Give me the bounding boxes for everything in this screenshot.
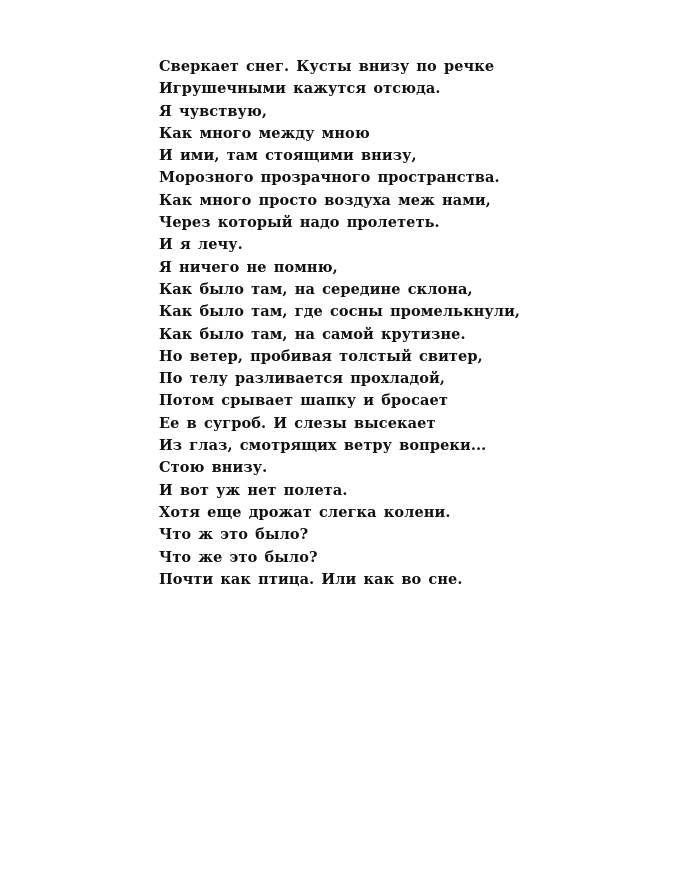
poem-line: Я чувствую,	[159, 102, 267, 120]
poem-line: Как много просто воздуха меж нами,	[159, 191, 491, 209]
poem-line: Что же это было?	[159, 548, 318, 566]
poem-line: Что ж это было?	[159, 526, 309, 544]
poem-line: Через который надо пролететь.	[159, 214, 440, 232]
poem-line: Сверкает снег. Кусты внизу по речке	[159, 58, 495, 75]
poem-line: Из глаз, смотрящих ветру вопреки...	[159, 437, 487, 455]
poem-line: Как было там, на самой крутизне.	[159, 325, 466, 343]
poem-line: Но ветер, пробивая толстый свитер,	[159, 347, 483, 365]
poem-line: Как много между мною	[159, 124, 370, 142]
poem-line: Игрушечными кажутся отсюда.	[159, 80, 441, 98]
poem-line: И ими, там стоящими внизу,	[159, 147, 417, 165]
poem-line: Я ничего не помню,	[159, 258, 338, 276]
poem-text	[159, 56, 559, 591]
poem-line: Как было там, на середине склона,	[159, 280, 473, 298]
poem-line: И я лечу.	[159, 236, 243, 254]
poem-line: Почти как птица. Или как во сне.	[159, 570, 463, 588]
poem-line: Стою внизу.	[159, 459, 268, 477]
poem-line: Как было там, где сосны промелькнули,	[159, 303, 521, 321]
poem-line: Хотя еще дрожат слегка колени.	[159, 503, 451, 521]
poem-line: И вот уж нет полета.	[159, 481, 348, 499]
poem-line: Потом срывает шапку и бросает	[159, 392, 448, 410]
poem-line: По телу разливается прохладой,	[159, 370, 446, 388]
poem-line: Морозного прозрачного пространства.	[159, 169, 500, 187]
poem-line: Ее в сугроб. И слезы высекает	[159, 414, 436, 432]
